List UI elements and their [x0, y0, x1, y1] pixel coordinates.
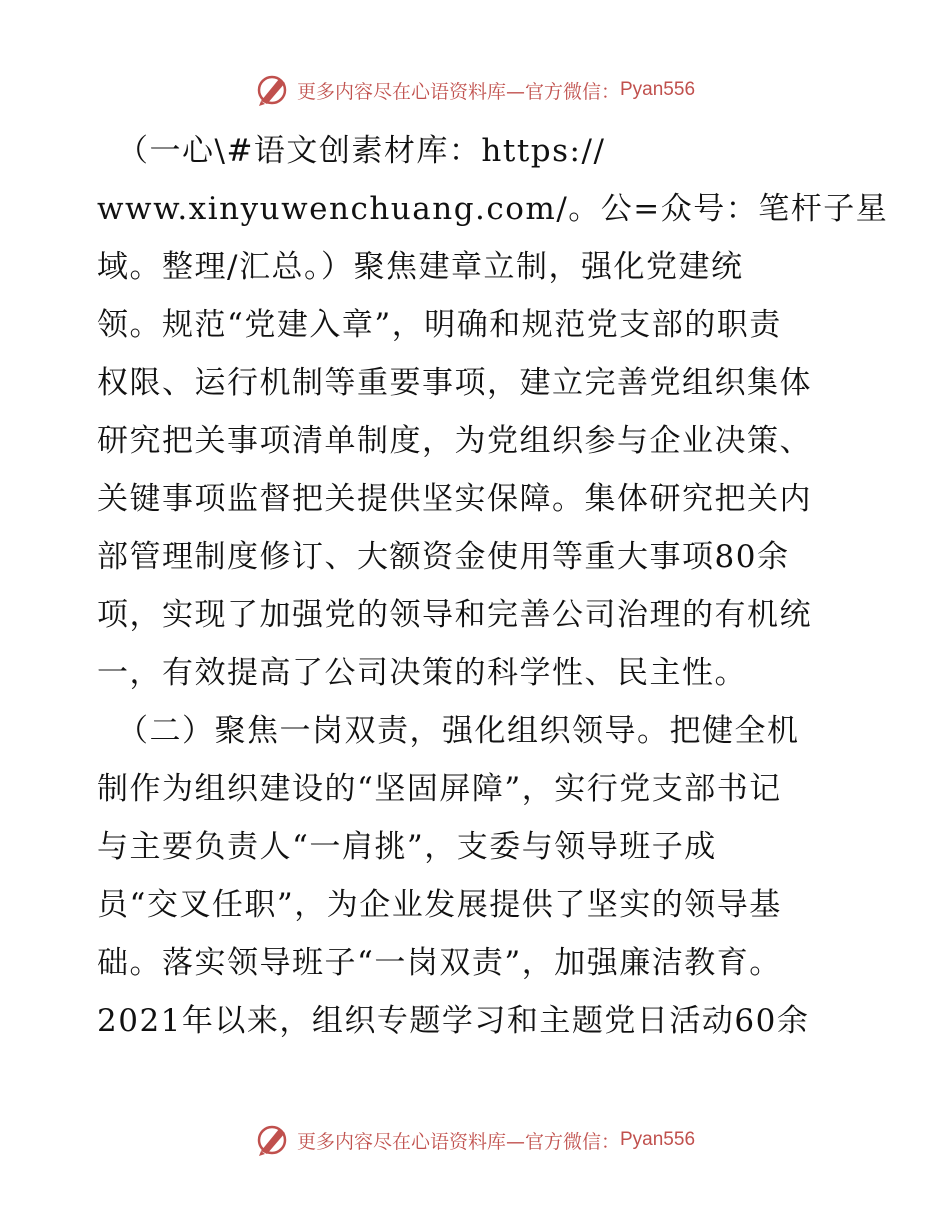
header-watermark [0, 70, 950, 110]
document-body [97, 122, 889, 1050]
text-line: 项，实现了加强党的领导和完善公司治理的有机统 [97, 597, 812, 633]
text-line: 权限、运行机制等重要事项，建立完善党组织集体 [97, 365, 812, 401]
text-line: 2021年以来，组织专题学习和主题党日活动60余 [97, 1003, 810, 1039]
text-line: （一心\#语文创素材库：https:// [117, 133, 606, 169]
footer-watermark [0, 1120, 950, 1160]
text-line: 部管理制度修订、大额资金使用等重大事项80余 [97, 539, 790, 575]
watermark-id: Pyan556 [620, 1129, 696, 1150]
text-line: www.xinyuwenchuang.com/。公=众号：笔杆子星 [97, 191, 889, 227]
text-line: 础。落实领导班子“一岗双责”，加强廉洁教育。 [97, 945, 782, 981]
text-line: 域。整理/汇总。）聚焦建章立制，强化党建统 [97, 249, 744, 285]
text-line: （二）聚焦一岗双责，强化组织领导。把健全机 [117, 713, 800, 749]
paragraph-1 [97, 122, 889, 702]
text-line: 员“交叉任职”，为企业发展提供了坚实的领导基 [97, 887, 782, 923]
pen-logo-icon [255, 1123, 291, 1157]
watermark-text: 更多内容尽在心语资料库—官方微信： [296, 1130, 620, 1153]
text-line: 一，有效提高了公司决策的科学性、民主性。 [97, 655, 747, 691]
watermark-text: 更多内容尽在心语资料库—官方微信： [296, 80, 620, 103]
paragraph-2 [97, 702, 857, 1050]
pen-logo-icon [255, 73, 291, 107]
text-line: 制作为组织建设的“坚固屏障”，实行党支部书记 [97, 771, 782, 807]
text-line: 领。规范“党建入章”，明确和规范党支部的职责 [97, 307, 782, 343]
text-line: 与主要负责人“一肩挑”，支委与领导班子成 [97, 829, 717, 865]
watermark-id: Pyan556 [620, 79, 696, 100]
text-line: 研究把关事项清单制度，为党组织参与企业决策、 [97, 423, 812, 459]
text-line: 关键事项监督把关提供坚实保障。集体研究把关内 [97, 481, 812, 517]
